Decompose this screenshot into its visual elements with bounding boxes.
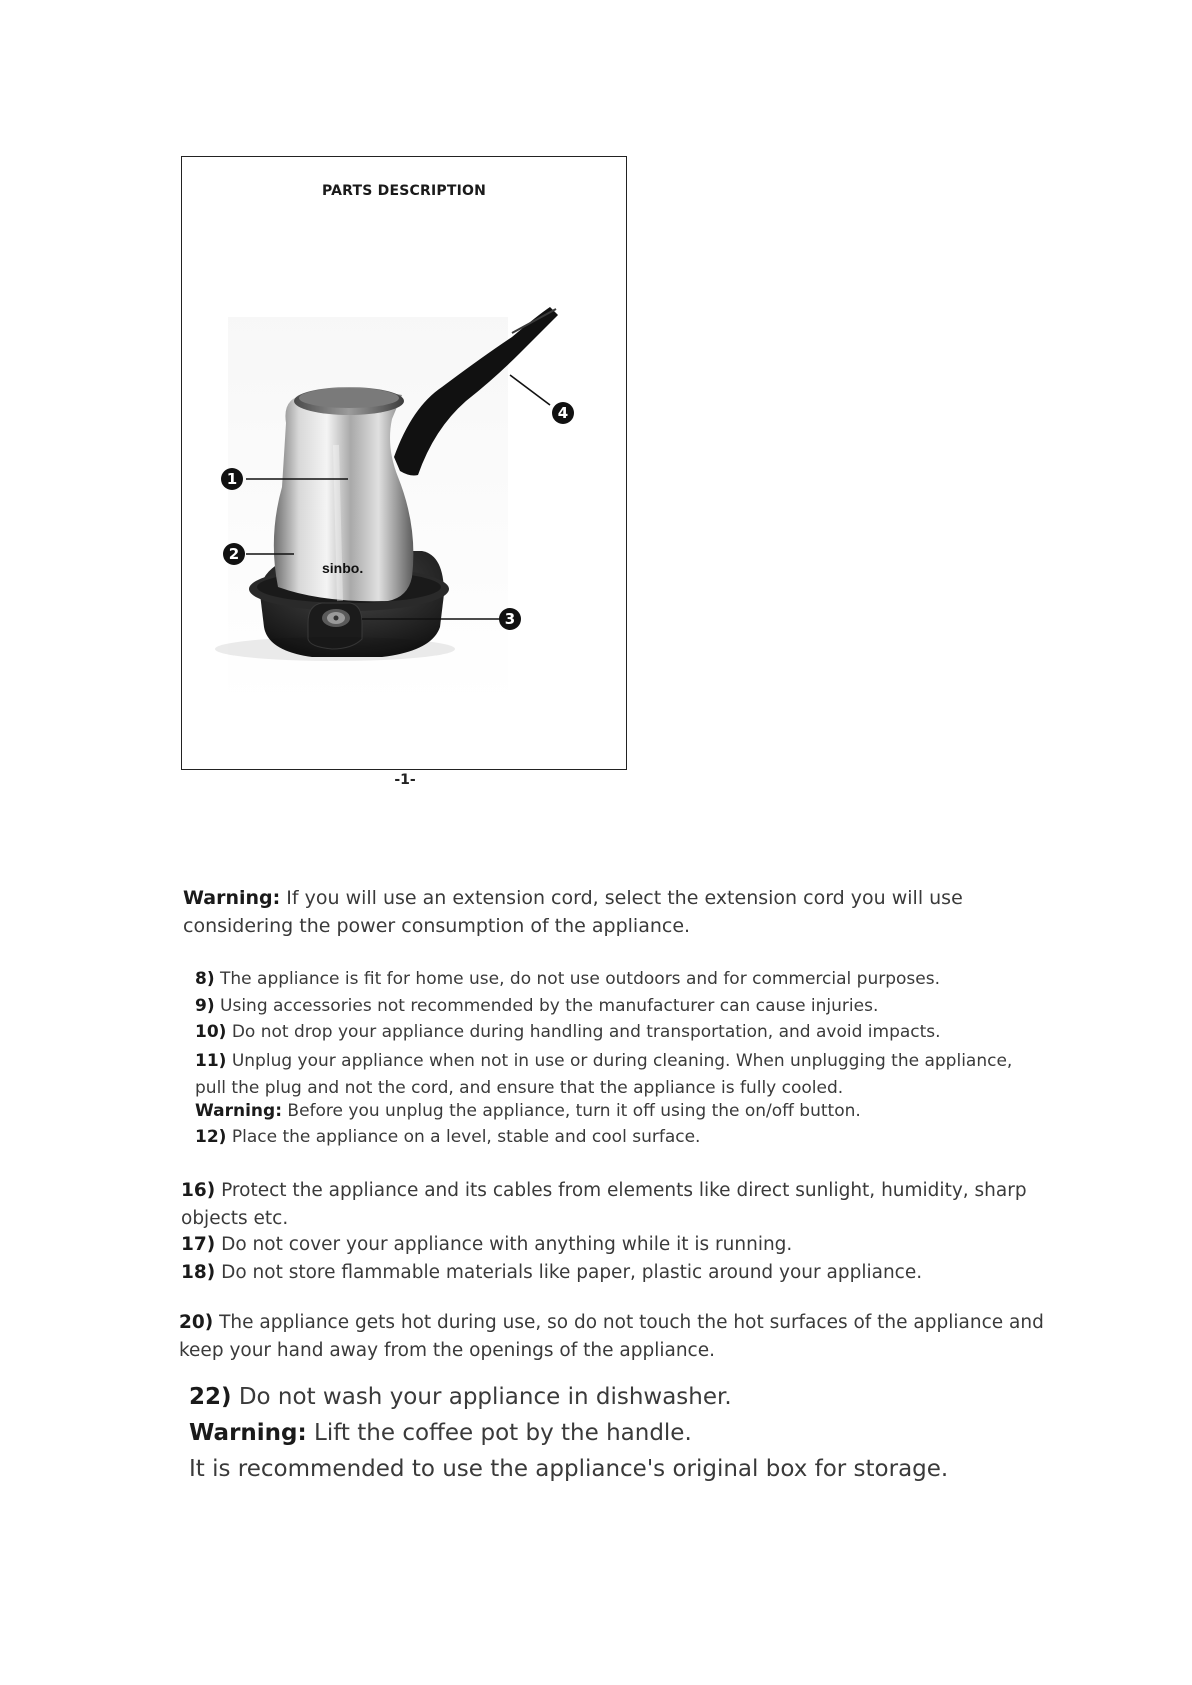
callout-badge-4 <box>552 402 574 424</box>
callout-badge-3 <box>499 608 521 630</box>
svg-text:3: 3 <box>504 610 516 628</box>
list-item: 22) Do not wash your appliance in dishwasher. <box>189 1384 732 1410</box>
storage-note: It is recommended to use the appliance's original box for storage. <box>189 1456 949 1482</box>
list-item: 16) Protect the appliance and its cables from elements like direct sunlight, humidity, sharp objects etc. <box>181 1180 1027 1229</box>
list-item: Warning: Lift the coffee pot by the handle. <box>189 1420 692 1446</box>
list-item: 17) Do not cover your appliance with anything while it is running. <box>181 1234 793 1255</box>
parts-title: PARTS DESCRIPTION <box>321 183 487 199</box>
list-item: 10) Do not drop your appliance during handling and transportation, and avoid impacts. <box>195 1022 941 1042</box>
list-item: Warning: Before you unplug the appliance, turn it off using the on/off button. <box>195 1101 861 1121</box>
list-item: 18) Do not store flammable materials like paper, plastic around your appliance. <box>181 1262 923 1283</box>
warning-label: Warning: <box>183 887 281 909</box>
svg-text:1: 1 <box>226 470 238 488</box>
brand-logo: sinbo. <box>322 560 364 576</box>
list-item: 20) The appliance gets hot during use, so do not touch the hot surfaces of the appliance and keep your hand away from the openings of the appliance. <box>179 1312 1044 1361</box>
page-number: -1- <box>394 772 416 788</box>
list-item: 8) The appliance is fit for home use, do not use outdoors and for commercial purposes. <box>195 969 940 989</box>
svg-text:4: 4 <box>557 404 569 422</box>
list-item: 9) Using accessories not recommended by the manufacturer can cause injuries. <box>195 996 879 1016</box>
power-button-icon <box>322 609 350 627</box>
svg-text:2: 2 <box>228 545 240 563</box>
callout-badge-1 <box>221 468 243 490</box>
list-item: 12) Place the appliance on a level, stable and cool surface. <box>195 1127 701 1147</box>
callout-badge-2 <box>223 543 245 565</box>
warning-text: If you will use an extension cord, select the extension cord you will use considering the power consumption of the appliance. <box>183 887 963 937</box>
coffee-pot-illustration <box>182 157 628 771</box>
parts-description-box <box>181 156 627 770</box>
list-item: 11) Unplug your appliance when not in use or during cleaning. When unplugging the appliance, pull the plug and not the cord, and ensure that the appliance is fully cooled. <box>195 1051 1013 1098</box>
